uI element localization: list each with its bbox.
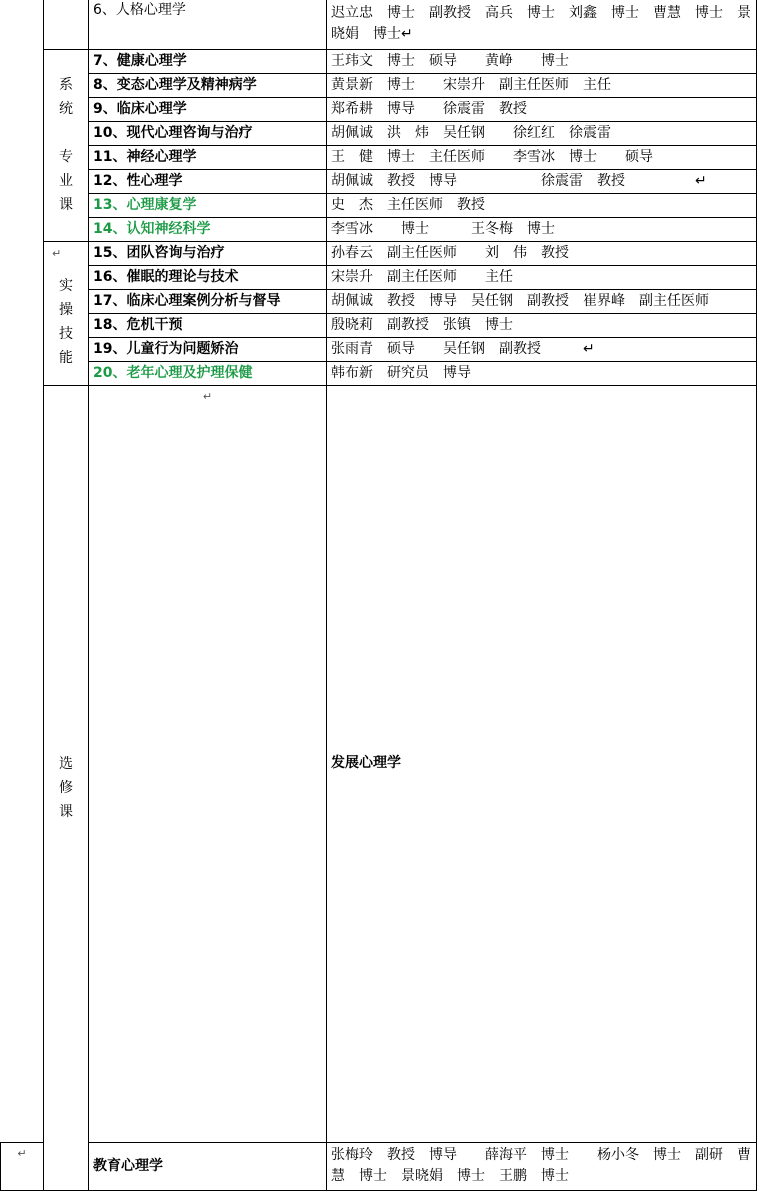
course-name: 13、心理康复学 (89, 193, 327, 217)
category-elective (44, 385, 89, 1190)
table-row (1, 385, 757, 1142)
table-row (1, 145, 757, 169)
teachers: 殷晓莉 副教授 张镇 博士 (327, 313, 757, 337)
course-name: 10、现代心理咨询与治疗 (89, 121, 327, 145)
table-row (1, 97, 757, 121)
table-row (1, 49, 757, 73)
course-name: 19、儿童行为问题矫治 (89, 337, 327, 361)
category-system-professional (44, 49, 89, 241)
category-char: 课 (59, 803, 73, 820)
category-char: 专 (59, 149, 73, 165)
category-practical-skills (44, 241, 89, 385)
blank-subcategory-cell (44, 0, 89, 49)
teachers: 胡佩诚 教授 博导 徐震雷 教授 ↵ (327, 169, 757, 193)
teachers: 宋崇升 副主任医师 主任 (327, 265, 757, 289)
return-mark: ↵ (202, 389, 213, 403)
return-mark: ↵ (52, 246, 62, 260)
category-char: 业 (59, 173, 73, 189)
category-char: 修 (59, 779, 73, 796)
course-name: 20、老年心理及护理保健 (89, 361, 327, 385)
table-row (1, 217, 757, 241)
category-char: 选 (59, 755, 73, 772)
category-char: 统 (59, 101, 73, 117)
teachers: 郑希耕 博导 徐震雷 教授 (327, 97, 757, 121)
teachers: 王 健 博士 主任医师 李雪冰 博士 硕导 (327, 145, 757, 169)
table-row (1, 241, 757, 265)
teachers: 黄景新 博士 宋崇升 副主任医师 主任 (327, 73, 757, 97)
course-name: 12、性心理学 (89, 169, 327, 193)
course-name: 15、团队咨询与治疗 (89, 241, 327, 265)
table-row (1, 289, 757, 313)
teachers: 王玮文 博士 硕导 黄峥 博士 (327, 49, 757, 73)
course-name: 14、认知神经科学 (89, 217, 327, 241)
category-char: 技 (59, 325, 73, 342)
course-name: 17、临床心理案例分析与督导 (89, 289, 327, 313)
table-row (1, 361, 757, 385)
teachers: 李雪冰 博士 王冬梅 博士 (327, 217, 757, 241)
teachers: 胡佩诚 教授 博导 吴任钢 副教授 崔界峰 副主任医师 (327, 289, 757, 313)
table-row (1, 337, 757, 361)
course-name: 16、催眠的理论与技术 (89, 265, 327, 289)
course-name: 8、变态心理学及精神病学 (89, 73, 327, 97)
category-char (44, 121, 88, 145)
course-name: 9、临床心理学 (89, 97, 327, 121)
table-row (1, 193, 757, 217)
blank-subcategory-cell (89, 385, 327, 1142)
teachers: 史 杰 主任医师 教授 (327, 193, 757, 217)
teachers: 张雨青 硕导 吴任钢 副教授 ↵ (327, 337, 757, 361)
category-char: 能 (59, 349, 73, 366)
return-mark: ↵ (17, 1146, 27, 1160)
teachers: 韩布新 研究员 博导 (327, 361, 757, 385)
table-row (1, 1142, 757, 1190)
teachers: 孙春云 副主任医师 刘 伟 教授 (327, 241, 757, 265)
category-char: 操 (59, 301, 73, 318)
category-char: 系 (59, 77, 73, 93)
table-row (1, 313, 757, 337)
table-row (1, 265, 757, 289)
teachers: 迟立忠 博士 副教授 高兵 博士 刘鑫 博士 曹慧 博士 景晓娟 博士↵ (327, 0, 757, 49)
course-name: 发展心理学 (327, 385, 757, 1142)
course-name: 7、健康心理学 (89, 49, 327, 73)
blank-category-cell (1, 0, 44, 1142)
teachers: 胡佩诚 洪 炜 吴任钢 徐红红 徐震雷 (327, 121, 757, 145)
table-row (1, 73, 757, 97)
teachers: 张梅玲 教授 博导 薛海平 博士 杨小冬 博士 副研 曹慧 博士 景晓娟 博士 王鹏 博士 (327, 1142, 757, 1190)
category-char: 实 (59, 277, 73, 294)
course-name: 18、危机干预 (89, 313, 327, 337)
table-row (1, 121, 757, 145)
course-name: 6、人格心理学 (89, 0, 327, 49)
table-row (1, 0, 757, 49)
course-name: 11、神经心理学 (89, 145, 327, 169)
blank-subcategory-cell (1, 1142, 44, 1190)
category-char: 课 (59, 197, 73, 213)
table-row (1, 169, 757, 193)
course-name: 教育心理学 (89, 1142, 327, 1190)
